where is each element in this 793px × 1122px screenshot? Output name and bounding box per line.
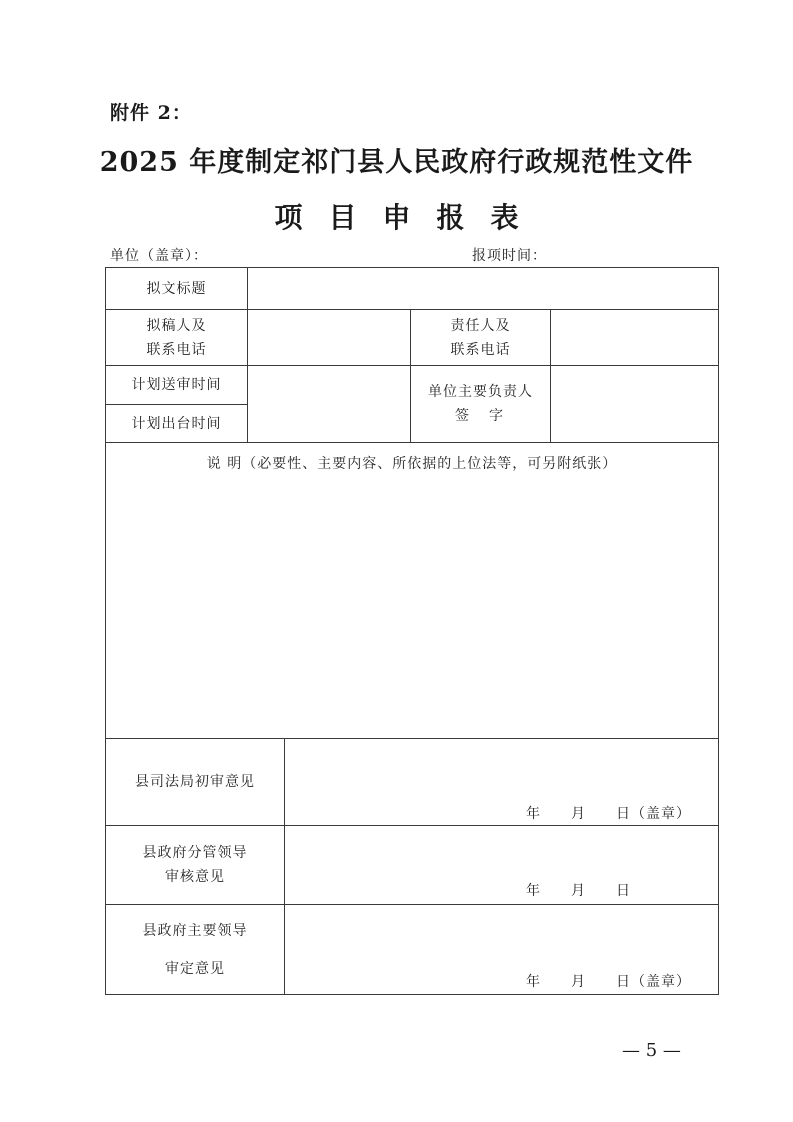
justice-review-label: 县司法局初审意见 [135,774,255,790]
attachment-label: 附件 2： [110,102,192,124]
unit-head-signature-field[interactable] [552,366,718,442]
form-subtitle: 项目申报表 [274,201,545,234]
justice-review-field[interactable] [286,739,718,799]
chief-leader-decision-date: 年 月 日（盖章） [526,974,691,990]
report-time-label: 报项时间： [472,248,547,264]
draft-title-field[interactable] [249,268,718,309]
responsible-contact-label: 责任人及 联系电话 [450,317,511,358]
deputy-leader-review-field[interactable] [286,826,718,878]
description-field[interactable] [108,480,716,736]
table-rule [105,442,719,443]
description-label: 说 明（必要性、主要内容、所依据的上位法等，可另附纸张） [206,456,618,472]
form-title: 2025 年度制定祁门县人民政府行政规范性文件 [99,147,694,178]
plan-release-time-label: 计划出台时间 [131,415,222,432]
justice-review-date: 年 月 日（盖章） [526,806,691,822]
chief-leader-decision-label: 县政府主要领导 审定意见 [142,922,248,977]
plan-review-time-field[interactable] [249,366,410,404]
unit-head-signature-label: 单位主要负责人 签 字 [428,384,533,424]
drafter-contact-label: 拟稿人及 联系电话 [146,317,207,358]
deputy-leader-review-date: 年 月 日 [526,883,631,899]
unit-seal-label: 单位（盖章）： [110,248,208,264]
deputy-leader-review-label: 县政府分管领导 审核意见 [142,845,248,885]
plan-release-time-field[interactable] [249,405,410,442]
table-border-right [718,267,719,995]
plan-review-time-label: 计划送审时间 [131,377,222,393]
draft-title-label: 拟文标题 [146,280,207,297]
page-number: — 5 — [622,1040,681,1061]
table-border-bottom [105,994,719,995]
chief-leader-decision-field[interactable] [286,905,718,967]
responsible-contact-field[interactable] [552,310,718,365]
drafter-contact-field[interactable] [249,310,410,365]
